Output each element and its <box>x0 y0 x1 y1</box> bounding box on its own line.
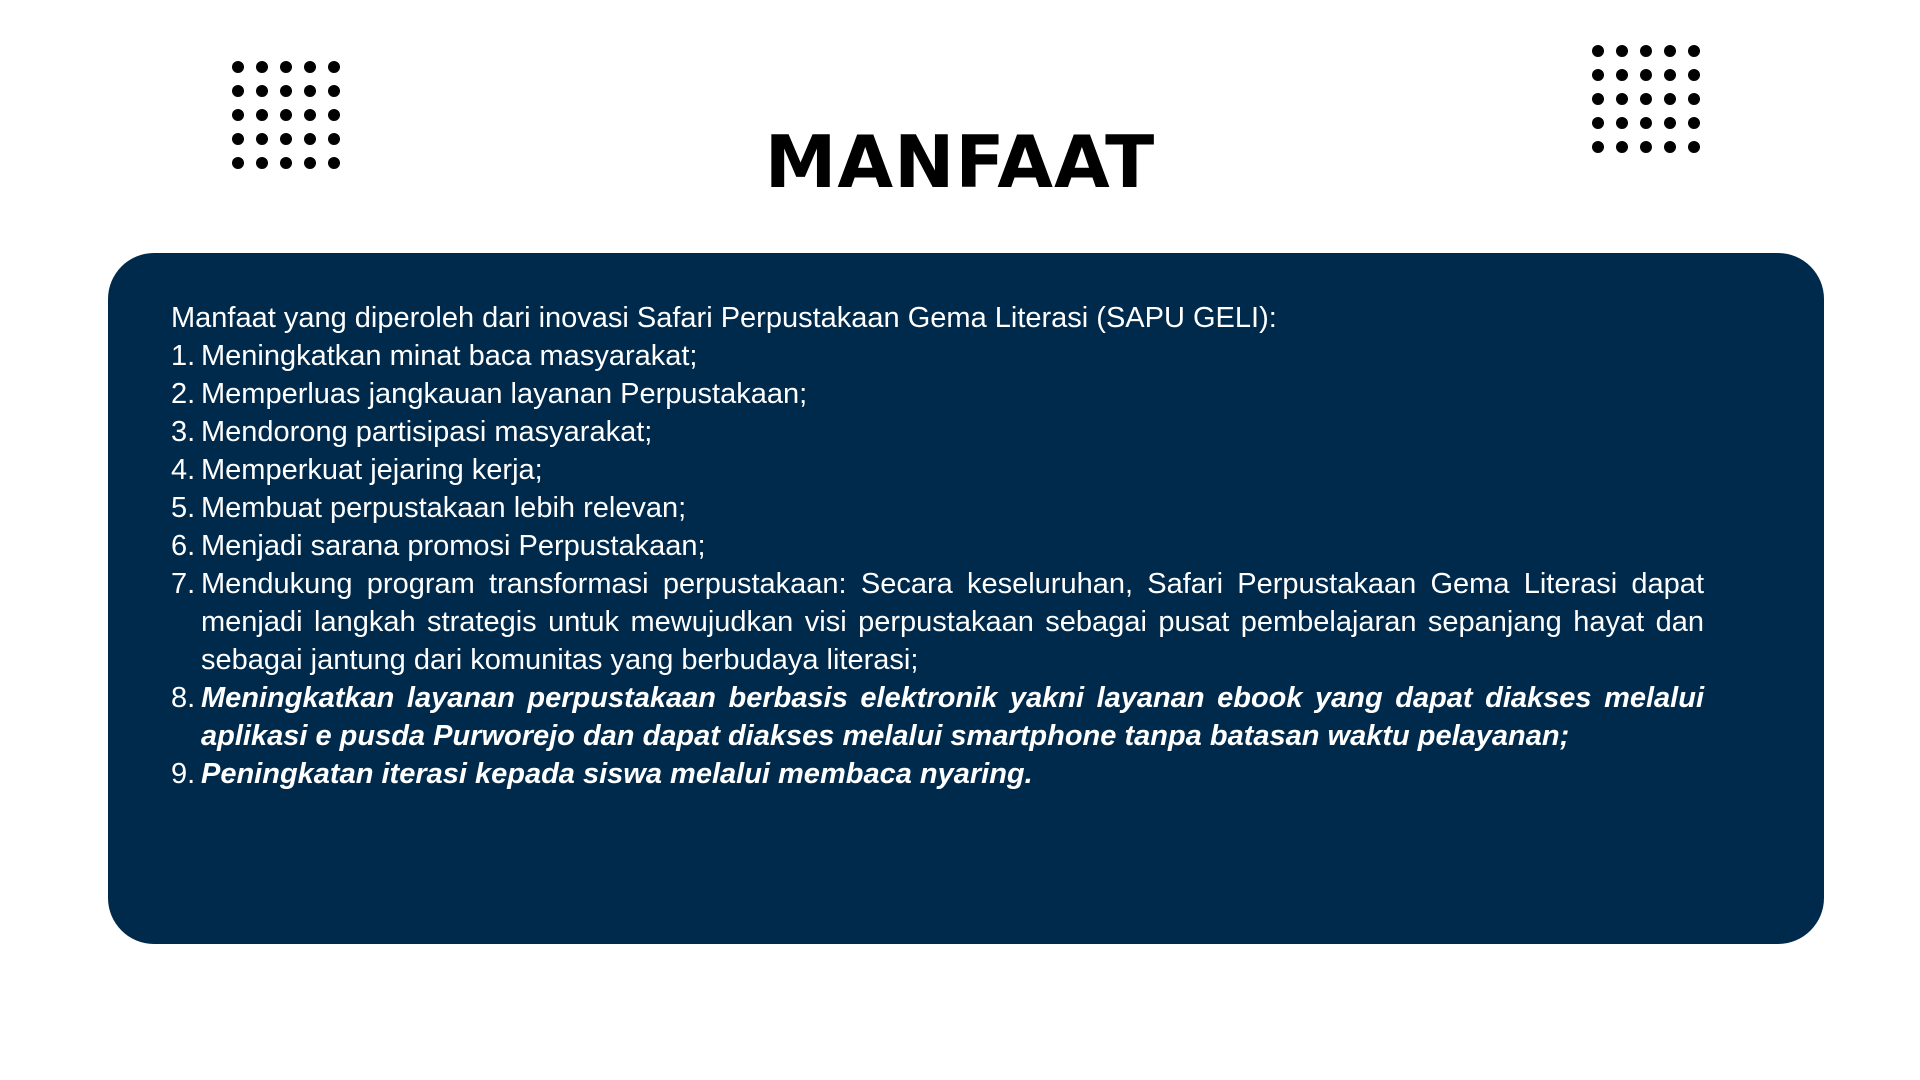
list-item-number: 8. <box>171 682 196 714</box>
list-item-text: Mendukung program transformasi perpustakaan: Secara keseluruhan, Safari Perpustakaan Gema Literasi dapat menjadi langkah strategis untuk mewujudkan visi perpustakaan sebagai pusat pembelajaran sepanjang hayat dan sebagai jantung dari komunitas yang berbudaya literasi; <box>201 568 1704 676</box>
list-item <box>171 527 1704 565</box>
list-item <box>171 565 1704 679</box>
list-item-text: Membuat perpustakaan lebih relevan; <box>201 492 687 524</box>
list-item-number: 3. <box>171 416 196 448</box>
list-item-text: Mendorong partisipasi masyarakat; <box>201 416 653 448</box>
list-item <box>171 451 1704 489</box>
list-item-text: Memperluas jangkauan layanan Perpustakaan; <box>201 378 808 410</box>
list-item-number: 9. <box>171 758 196 790</box>
list-item-text: Menjadi sarana promosi Perpustakaan; <box>201 530 706 562</box>
benefits-panel <box>108 253 1824 944</box>
list-item-text: Peningkatan iterasi kepada siswa melalui membaca nyaring. <box>201 758 1033 790</box>
list-item-number: 4. <box>171 454 196 486</box>
list-item <box>171 489 1704 527</box>
list-item-number: 6. <box>171 530 196 562</box>
list-item <box>171 375 1704 413</box>
list-item <box>171 337 1704 375</box>
list-item <box>171 679 1704 755</box>
list-item-text: Memperkuat jejaring kerja; <box>201 454 543 486</box>
list-item-text: Meningkatkan minat baca masyarakat; <box>201 340 698 372</box>
page-title: MANFAAT <box>764 120 1156 204</box>
intro-text: Manfaat yang diperoleh dari inovasi Safari Perpustakaan Gema Literasi (SAPU GELI): <box>171 302 1277 334</box>
list-item-number: 5. <box>171 492 196 524</box>
list-item-text: Meningkatkan layanan perpustakaan berbasis elektronik yakni layanan ebook yang dapat diakses melalui aplikasi e pusda Purworejo dan dapat diakses melalui smartphone tanpa batasan waktu pelayanan; <box>201 682 1704 752</box>
list-item <box>171 755 1704 793</box>
list-item-number: 2. <box>171 378 196 410</box>
list-item-number: 1. <box>171 340 196 372</box>
list-item <box>171 413 1704 451</box>
benefits-list <box>171 337 1704 793</box>
list-item-number: 7. <box>171 568 196 600</box>
